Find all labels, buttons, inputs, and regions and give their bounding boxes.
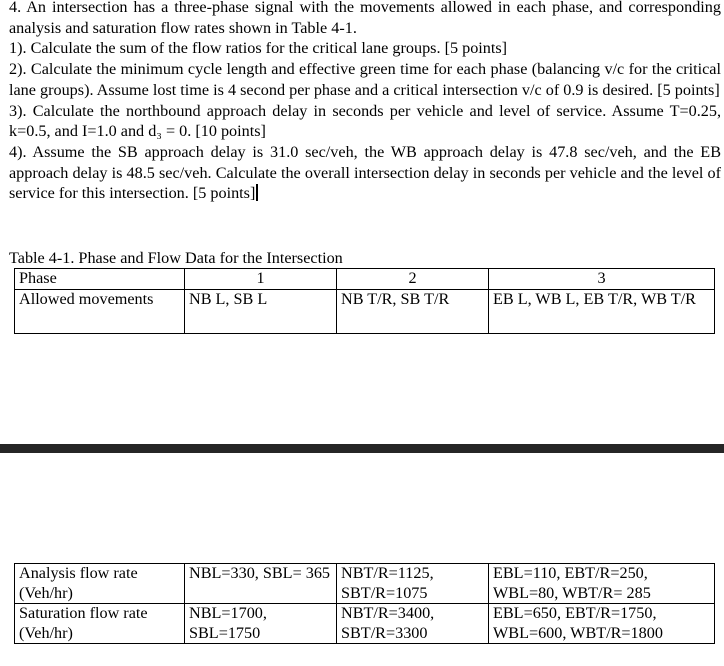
phase-3-header: 3	[489, 269, 715, 290]
analysis-phase-1: NBL=330, SBL= 365	[185, 564, 337, 604]
page-divider	[0, 444, 724, 453]
text-cursor	[256, 184, 258, 201]
phase-table-bottom	[14, 563, 715, 644]
allowed-phase-3: EB L, WB L, EB T/R, WB T/R	[489, 289, 715, 333]
phase-table-top	[14, 268, 715, 334]
saturation-phase-1: NBL=1700, SBL=1750	[185, 604, 337, 644]
problem-text	[9, 0, 721, 204]
table-row-allowed	[15, 289, 715, 333]
phase-label: Phase	[15, 269, 185, 290]
question-4	[9, 142, 721, 204]
analysis-phase-2: NBT/R=1125, SBT/R=1075	[337, 564, 489, 604]
allowed-label: Allowed movements	[15, 289, 185, 333]
analysis-phase-3: EBL=110, EBT/R=250, WBL=80, WBT/R= 285	[489, 564, 715, 604]
saturation-phase-2: NBT/R=3400, SBT/R=3300	[337, 604, 489, 644]
question-1: 1). Calculate the sum of the flow ratios for the critical lane groups. [5 points]	[9, 39, 508, 58]
table-row-phase	[15, 269, 715, 290]
analysis-label: Analysis flow rate (Veh/hr)	[15, 564, 185, 604]
question-2: 2). Calculate the minimum cycle length and effective green time for each phase (balancing v/c for the critical lane groups). Assume lost time is 4 second per phase and a critical intersection v/c of 0.9 is desired. [5 points]	[9, 60, 721, 99]
phase-1-header: 1	[185, 269, 337, 290]
table-row-analysis	[15, 564, 715, 604]
saturation-label: Saturation flow rate (Veh/hr)	[15, 604, 185, 644]
question-3: 3). Calculate the northbound approach delay in seconds per vehicle and level of service. Assume T=0.25, k=0.5, and I=1.0 and d₃ = 0. [10 points]	[9, 101, 721, 141]
phase-2-header: 2	[337, 269, 489, 290]
problem-intro: 4. An intersection has a three-phase signal with the movements allowed in each phase, and corresponding analysis and saturation flow rates shown in Table 4-1.	[9, 0, 721, 37]
table-row-saturation	[15, 604, 715, 644]
allowed-phase-1: NB L, SB L	[185, 289, 337, 333]
saturation-phase-3: EBL=650, EBT/R=1750, WBL=600, WBT/R=1800	[489, 604, 715, 644]
allowed-phase-2: NB T/R, SB T/R	[337, 289, 489, 333]
question-4-text: 4). Assume the SB approach delay is 31.0 sec/veh, the WB approach delay is 47.8 sec/veh, and the EB approach delay is 48.5 sec/veh. Calculate the overall intersection delay in seconds per vehicle and the level of service for this intersection. [5 points]	[9, 142, 721, 203]
table-caption: Table 4-1. Phase and Flow Data for the Intersection	[9, 249, 343, 267]
